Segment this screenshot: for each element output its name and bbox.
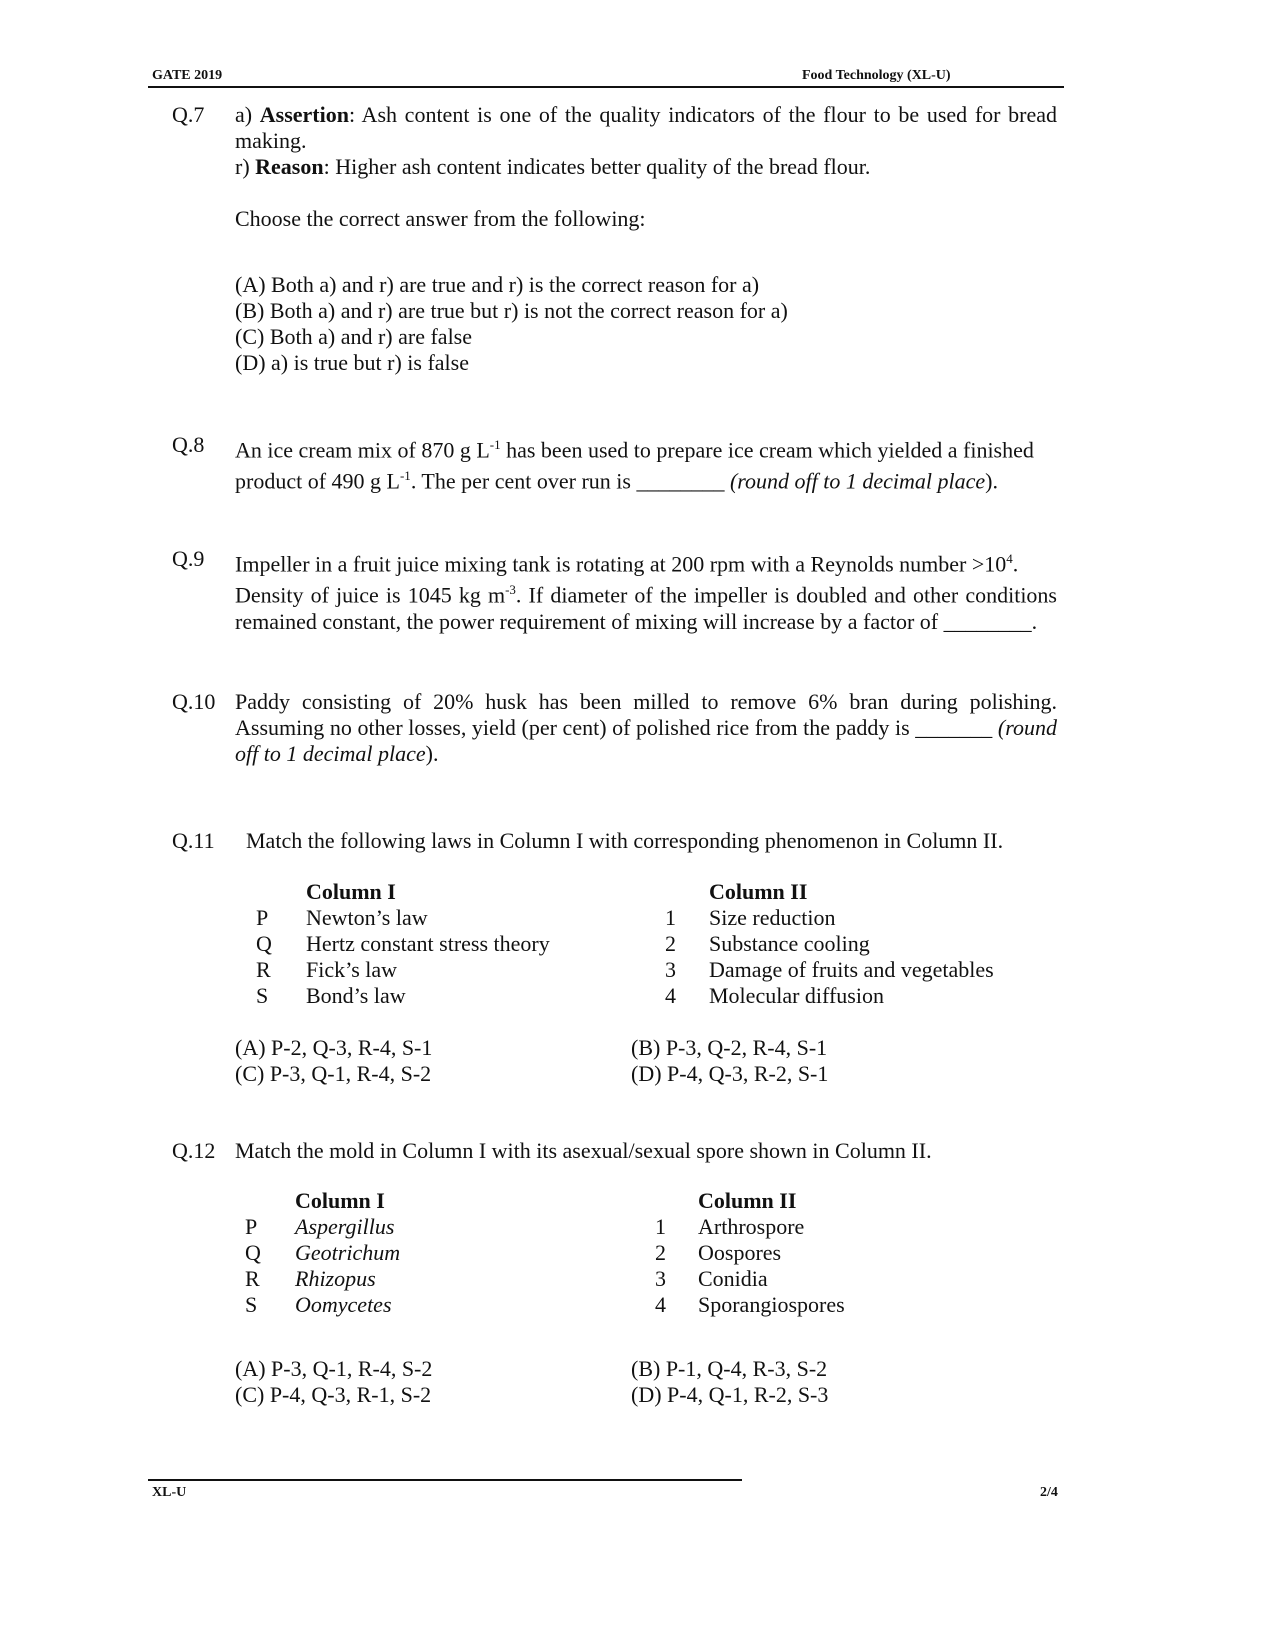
q11-col2-key: 4 (665, 983, 676, 1008)
q7-instruction: Choose the correct answer from the following: (235, 206, 646, 231)
q11-col1-item: Bond’s law (306, 983, 406, 1008)
q12-col1-key: P (245, 1214, 258, 1239)
q9-line-3: remained constant, the power requirement of mixing will increase by a factor of ________. (235, 608, 1038, 634)
q12-option-d: (D) P-4, Q-1, R-2, S-3 (631, 1382, 829, 1407)
q11-col2-key: 1 (665, 905, 676, 930)
page-number: 2/4 (1040, 1485, 1058, 1500)
reason-label: Reason (255, 154, 324, 179)
question-number-12: Q.12 (172, 1138, 216, 1163)
header-exam-name: GATE 2019 (152, 68, 223, 83)
q11-column-1-heading: Column I (306, 879, 396, 904)
q7-option-d: (D) a) is true but r) is false (235, 350, 469, 375)
q11-col1-key: R (256, 957, 271, 982)
q9-line-1: Impeller in a fruit juice mixing tank is rotating at 200 rpm with a Reynolds number $>10^4$. (235, 551, 1019, 577)
header-rule (148, 86, 1064, 88)
q11-col1-item: Fick’s law (306, 957, 398, 982)
q12-col1-item: Aspergillus (295, 1214, 395, 1239)
q12-col1-item: Geotrichum (295, 1240, 401, 1265)
header-paper-name: Food Technology (XL-U) (802, 68, 951, 83)
question-10 (235, 689, 1057, 767)
q11-col1-key: P (256, 905, 269, 930)
q11-col2-key: 2 (665, 931, 676, 956)
q10-line-1: Paddy consisting of 20% husk has been milled to remove 6% bran during polishing. (235, 689, 1057, 714)
question-number-9: Q.9 (172, 546, 205, 571)
question-number-8: Q.8 (172, 432, 205, 457)
q12-col2-key: 1 (655, 1214, 666, 1239)
q7-option-b: (B) Both a) and r) are true but r) is not the correct reason for a) (235, 298, 788, 323)
q8-line-1: An ice cream mix of 870 g $L^{-1}$ has been used to prepare ice cream which yielded a finished (235, 437, 1034, 463)
q12-option-a: (A) P-3, Q-1, R-4, S-2 (235, 1356, 433, 1381)
q7-option-a: (A) Both a) and r) are true and r) is the correct reason for a) (235, 272, 760, 297)
q7-reason-line: r) Reason: Higher ash content indicates better quality of the bread flour. (235, 154, 871, 179)
q11-col1-key: S (256, 983, 269, 1008)
q12-option-c: (C) P-4, Q-3, R-1, S-2 (235, 1382, 432, 1407)
footer-paper-code: XL-U (152, 1485, 187, 1500)
q12-col2-item: Oospores (698, 1240, 782, 1265)
q12-col2-item: Arthrospore (698, 1214, 805, 1239)
q12-col1-item: Rhizopus (295, 1266, 376, 1291)
q7-option-c: (C) Both a) and r) are false (235, 324, 473, 349)
q12-option-b: (B) P-1, Q-4, R-3, S-2 (631, 1356, 828, 1381)
q11-col2-item: Size reduction (709, 905, 836, 930)
q12-col1-key: Q (245, 1240, 261, 1265)
q8-line-2: product of 490 g $L^{-1}$. The per cent over run is ________ (round off to 1 decimal place). (235, 468, 998, 494)
q12-col1-key: S (245, 1292, 258, 1317)
q11-col1-item: Hertz constant stress theory (306, 931, 550, 956)
q11-col1-item: Newton’s law (306, 905, 428, 930)
q11-option-c: (C) P-3, Q-1, R-4, S-2 (235, 1061, 432, 1086)
question-number-10: Q.10 (172, 689, 216, 714)
q7-options (235, 272, 1057, 376)
q10-line-3: off to 1 decimal place). (235, 741, 439, 766)
q12-col2-key: 2 (655, 1240, 666, 1265)
q7-assertion-line: a) Assertion: Ash content is one of the quality indicators of the flour to be used for bread (235, 102, 1057, 127)
question-8 (235, 432, 1057, 495)
q10-line-2: Assuming no other losses, yield (per cent) of polished rice from the paddy is _______ (round (235, 715, 1057, 740)
question-7 (235, 102, 1057, 376)
q11-col2-item: Damage of fruits and vegetables (709, 957, 994, 982)
q9-line-2: Density of juice is 1045 kg $m^{-3}$. If diameter of the impeller is doubled and other conditions (235, 582, 1057, 608)
q12-col2-item: Conidia (698, 1266, 768, 1291)
q11-option-a: (A) P-2, Q-3, R-4, S-1 (235, 1035, 433, 1060)
q12-column-1-heading: Column I (295, 1188, 385, 1213)
question-number-11: Q.11 (172, 828, 215, 853)
q11-col2-item: Substance cooling (709, 931, 870, 956)
footer-rule (148, 1479, 742, 1481)
q11-col1-key: Q (256, 931, 272, 956)
q11-stem: Match the following laws in Column I with corresponding phenomenon in Column II. (246, 828, 1004, 853)
q11-column-2-heading: Column II (709, 879, 808, 904)
q12-column-2-heading: Column II (698, 1188, 797, 1213)
question-9 (235, 546, 1057, 635)
q12-col2-key: 3 (655, 1266, 666, 1291)
assertion-label: Assertion (259, 102, 349, 127)
q12-col1-item: Oomycetes (295, 1292, 392, 1317)
q7-assertion-line-2: making. (235, 128, 307, 153)
q12-col2-key: 4 (655, 1292, 666, 1317)
q11-option-b: (B) P-3, Q-2, R-4, S-1 (631, 1035, 828, 1060)
q12-col2-item: Sporangiospores (698, 1292, 845, 1317)
q12-col1-key: R (245, 1266, 260, 1291)
q12-stem: Match the mold in Column I with its asexual/sexual spore shown in Column II. (235, 1138, 932, 1163)
q11-col2-key: 3 (665, 957, 676, 982)
q11-option-d: (D) P-4, Q-3, R-2, S-1 (631, 1061, 829, 1086)
q11-col2-item: Molecular diffusion (709, 983, 884, 1008)
question-number-7: Q.7 (172, 102, 205, 127)
